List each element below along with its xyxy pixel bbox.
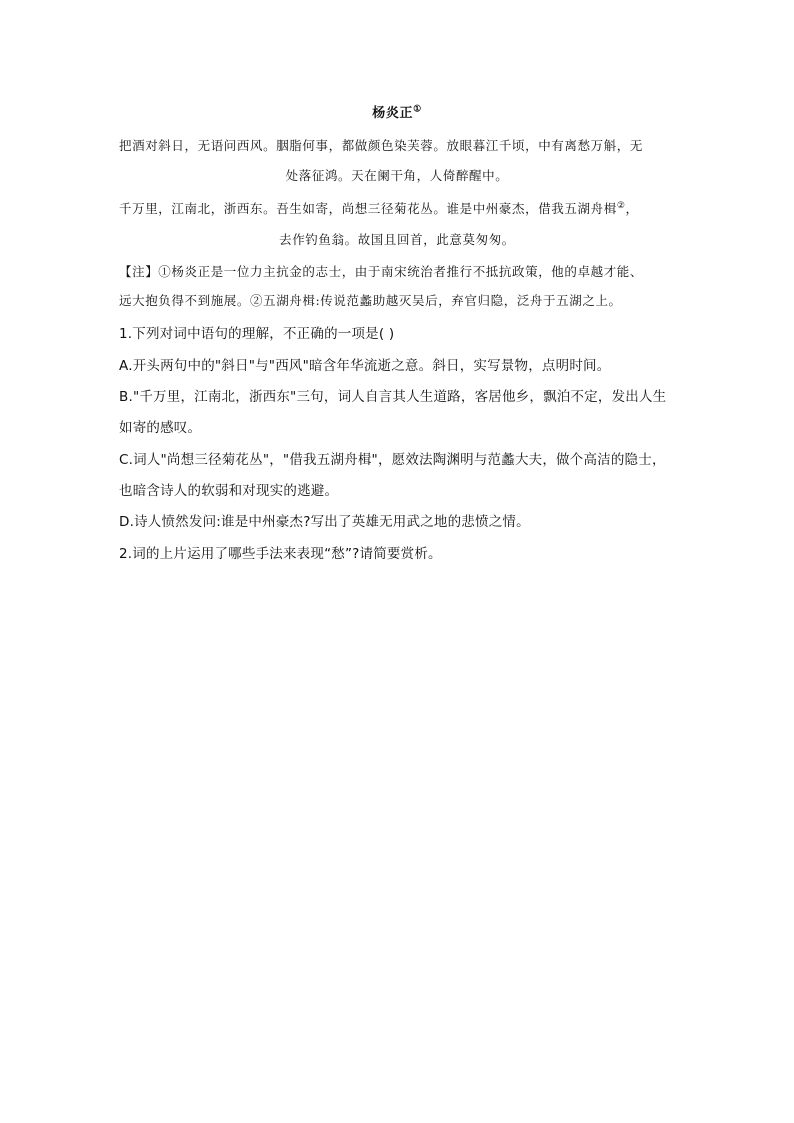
poem-line-3-end: ， [625,201,639,216]
note-line-2: 远大抱负得不到施展。②五湖舟楫:传说范蠡助越灭吴后，弃官归隐，泛舟于五湖之上。 [119,293,622,308]
option-c-line-1: C.词人"尚想三径菊花丛"，"借我五湖舟楫"，愿效法陶渊明与范蠡大夫，做个高洁的隐士， [119,452,666,468]
poem-title-footnote-mark: ① [413,104,422,115]
option-b-line-2: 如寄的感叹。 [119,420,202,436]
poem-line-4: 去作钓鱼翁。故国且回首，此意莫匆匆。 [279,232,515,247]
poem-line-3 [119,199,639,217]
option-c-line-2: 也暗含诗人的软弱和对现实的逃避。 [119,483,339,499]
option-d: D.诗人愤然发问:谁是中州豪杰?写出了英雄无用武之地的悲愤之情。 [119,514,530,530]
note-line-1: 【注】①杨炎正是一位力主抗金的志士，由于南宋统治者推行不抵抗政策，他的卓越才能、 [119,264,644,279]
question-2: 2.词的上片运用了哪些手法来表现“愁”?请简要赏析。 [119,546,442,562]
option-a: A.开头两句中的"斜日"与"西风"暗含年华流逝之意。斜日，实写景物，点明时间。 [119,358,611,374]
poem-line-3-footnote-mark: ② [616,200,626,211]
poem-title-text: 杨炎正 [372,106,414,121]
option-b-line-1: B."千万里，江南北，浙西东"三句，词人自言其人生道路，客居他乡，飘泊不定，发出人生 [119,389,667,405]
poem-title [0,102,794,121]
poem-line-2: 处落征鸿。天在阑干角，人倚醉醒中。 [285,168,509,183]
poem-line-3-text: 千万里，江南北，浙西东。吾生如寄，尚想三径菊花丛。谁是中州豪杰，借我五湖舟楫 [119,201,617,216]
question-1: 1.下列对词中语句的理解，不正确的一项是( ) [119,326,395,342]
poem-line-1: 把酒对斜日，无语问西风。胭脂何事，都做颜色染芙蓉。放眼暮江千顷，中有离愁万斛，无 [119,138,644,153]
